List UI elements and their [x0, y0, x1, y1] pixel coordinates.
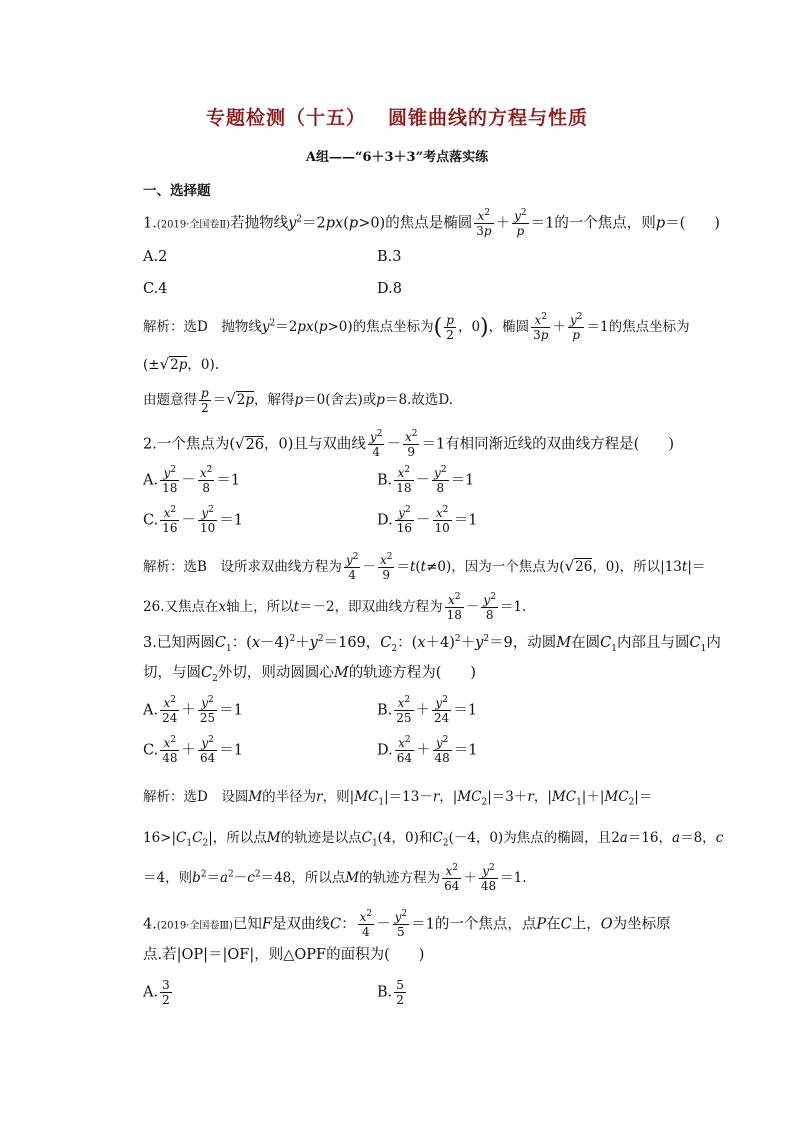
q2-option-b: B. $\frac{x^2}{18}$ － $\frac{y^2}{8}$ ＝1 — [377, 465, 475, 495]
q4-stem-line-2: 点.若|OP|＝|OF|，则△OPF的面积为( ) — [143, 947, 425, 963]
q1-option-d: D.8 — [377, 281, 402, 297]
q3-option-b: B. $\frac{x^2}{25}$ ＋ $\frac{y^2}{24}$ ＝1 — [377, 695, 478, 725]
q3-option-c: C. $\frac{x^2}{48}$ ＋ $\frac{y^2}{64}$ ＝1 — [143, 735, 243, 765]
q2-option-d: D. $\frac{y^2}{16}$ － $\frac{x^2}{10}$ ＝1 — [377, 505, 478, 535]
q3-option-a: A. $\frac{x^2}{24}$ ＋ $\frac{y^2}{25}$ ＝1 — [143, 695, 243, 725]
q2-stem: 2.一个焦点为(√26，0)且与双曲线 $\frac{y^2}{4}$ － $\frac{x^2}{9}$ ＝1有相同渐近线的双曲线方程是( ) — [143, 429, 675, 459]
title-part-1: 专题检测（十五） — [205, 107, 366, 129]
q3-stem-line-2: 切，与圆$C_2$外切，则动圆圆心M的轨迹方程为( ) — [143, 665, 477, 684]
q4-stem-line-1: 4.(2019·全国卷Ⅲ)已知F是双曲线C： $\frac{x^2}{4}$ － $\frac{y^2}{5}$ ＝1的一个焦点，点P在C上，O为坐标原 — [143, 909, 671, 939]
q3-solution-line-2: $16>|C_1C_2|$，所以点M的轨迹是以点$C_1(4$，0)和$C_2(-4$，0)为焦点的椭圆，且2a＝16，a＝8，c — [143, 830, 724, 849]
q3-solution-line-3: ＝4，则$b^2=a^2-c^2=48$，所以点M的轨迹方程为 $\frac{x^2}{64}$ ＋ $\frac{y^2}{48}$ ＝1. — [143, 863, 527, 893]
q1-option-c: C.4 — [143, 281, 168, 297]
q2-option-a: A. $\frac{y^2}{18}$ － $\frac{x^2}{8}$ ＝1 — [143, 465, 241, 495]
q1-stem: 1.(2019·全国卷Ⅱ)若抛物线$y^2=2px(p>0)$的焦点是椭圆 $\frac{x^2}{3p}$ ＋ $\frac{y^2}{p}$ ＝1的一个焦点，则p＝( ) — [143, 208, 720, 238]
q3-stem-line-1: 3.已知两圆$C_1$：$(x-4)^2+y^2=169$，$C_2$：$(x+4)^2+y^2=9$，动圆M在圆$C_1$内部且与圆$C_1$内 — [143, 634, 721, 654]
page-title — [0, 103, 794, 130]
q4-option-a: A. $\frac{3}{2}$ — [143, 978, 170, 1007]
q4-option-b: B. $\frac{5}{2}$ — [377, 978, 404, 1007]
group-subtitle: A组——“6＋3＋3”考点落实练 — [305, 150, 489, 165]
q1-solution-line-1: 解析：选D 抛物线$y^2=2px(p>0)$的焦点坐标为( $\frac{p}{2}$ ，0)，椭圆 $\frac{x^2}{3p}$ ＋ $\frac{y^2}{p}$ ＝1的焦点坐标为 — [143, 312, 690, 342]
q2-solution-line-2: 26.又焦点在x轴上，所以t＝－2，即双曲线方程为 $\frac{x^2}{18}$ － $\frac{y^2}{8}$ ＝1. — [143, 592, 527, 622]
title-part-2: 圆锥曲线的方程与性质 — [388, 107, 589, 129]
q2-solution-line-1: 解析：选B 设所求双曲线方程为 $\frac{y^2}{4}$ － $\frac{x^2}{9}$ ＝t(t≠0)，因为一个焦点为(√26，0)，所以|13t|＝ — [143, 552, 706, 582]
q3-option-d: D. $\frac{x^2}{64}$ ＋ $\frac{y^2}{48}$ ＝1 — [377, 735, 478, 765]
q1-solution-line-3: 由题意得 $\frac{p}{2}$ ＝√2p，解得p＝0(舍去)或p＝8.故选D. — [143, 386, 453, 415]
q1-option-b: B.3 — [377, 249, 402, 265]
q1-option-a: A.2 — [143, 249, 168, 265]
section-heading: 一、选择题 — [143, 183, 211, 199]
q3-solution-line-1: 解析：选D 设圆M的半径为r，则$|MC_1|=13-r$，$|MC_2|=3+r$，$|MC_1|+|MC_2|=$ — [143, 789, 653, 808]
q1-solution-line-2: (±√2p，0). — [143, 355, 220, 373]
q2-option-c: C. $\frac{x^2}{16}$ － $\frac{y^2}{10}$ ＝1 — [143, 505, 243, 535]
